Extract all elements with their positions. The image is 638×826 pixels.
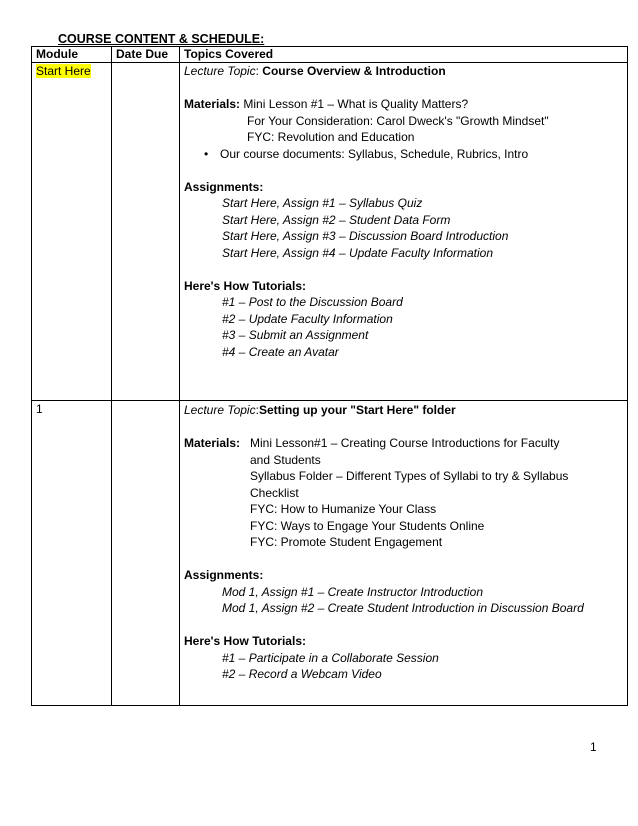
assignment-item: Start Here, Assign #1 – Syllabus Quiz [222,196,423,210]
tutorials-label: Here's How Tutorials: [184,278,306,293]
module-cell [32,401,112,706]
tutorial-item: #1 – Participate in a Collaborate Session [222,650,439,665]
material-item: FYC: Promote Student Engagement [250,535,443,549]
bullet-icon: • [204,146,209,161]
material-item: Syllabus Folder – Different Types of Syllabi to try & Syllabus Checklist [250,469,569,500]
tutorial-item: #3 – Submit an Assignment [222,328,369,342]
assignments-label: Assignments: [184,568,264,582]
lecture-sep: : [255,64,263,78]
materials-block [184,435,623,551]
col-header-module: Module [32,47,112,63]
table-header-row [32,47,628,63]
assignments-label: Assignments: [184,179,264,194]
tutorials-label: Here's How Tutorials: [184,634,306,648]
assignment-item: Start Here, Assign #4 – Update Faculty Information [222,245,494,260]
assignment-item: Start Here, Assign #3 – Discussion Board Introduction [222,229,509,243]
tutorial-item: #4 – Create an Avatar [222,344,339,359]
bullet-item [184,146,623,163]
materials-label: Materials: [184,436,241,450]
material-item: Mini Lesson#1 – Creating Course Introductions for Faculty and Students [250,436,560,467]
material-item: FYC: How to Humanize Your Class [250,502,437,516]
topics-cell [180,63,628,401]
materials-line [184,96,623,113]
col-header-date-due: Date Due [112,47,180,63]
tutorial-item: #2 – Update Faculty Information [222,311,393,326]
lecture-title: Course Overview & Introduction [262,64,446,78]
assignment-item: Mod 1, Assign #1 – Create Instructor Introduction [222,584,484,599]
bullet-text: Our course documents: Syllabus, Schedule, Rubrics, Intro [220,146,529,161]
module-label: 1 [36,402,43,416]
material-item: FYC: Ways to Engage Your Students Online [250,518,485,533]
schedule-table [31,46,628,706]
lecture-label: Lecture Topic [184,403,256,417]
page-number: 1 [590,740,597,754]
material-item: For Your Consideration: Carol Dweck's "Growth Mindset" [247,113,549,128]
lecture-topic [184,63,623,80]
col-header-topics: Topics Covered [180,47,628,63]
tutorial-item: #2 – Record a Webcam Video [222,667,382,681]
lecture-sep: : [255,403,259,417]
lecture-label: Lecture Topic [184,64,256,78]
module-label: Start Here [36,64,91,78]
module-cell [32,63,112,401]
lecture-topic [184,402,623,419]
assignment-item: Start Here, Assign #2 – Student Data Form [222,212,451,227]
table-row [32,63,628,401]
section-heading: COURSE CONTENT & SCHEDULE: [58,32,265,46]
date-due-cell [112,401,180,706]
topics-cell [180,401,628,706]
material-item: FYC: Revolution and Education [247,130,415,144]
assignment-item: Mod 1, Assign #2 – Create Student Introduction in Discussion Board [222,601,584,615]
date-due-cell [112,63,180,401]
material-item: Mini Lesson #1 – What is Quality Matters? [243,97,469,111]
tutorial-item: #1 – Post to the Discussion Board [222,295,403,309]
materials-label: Materials: [184,97,241,111]
lecture-title: Setting up your "Start Here" folder [258,403,456,417]
table-row [32,401,628,706]
